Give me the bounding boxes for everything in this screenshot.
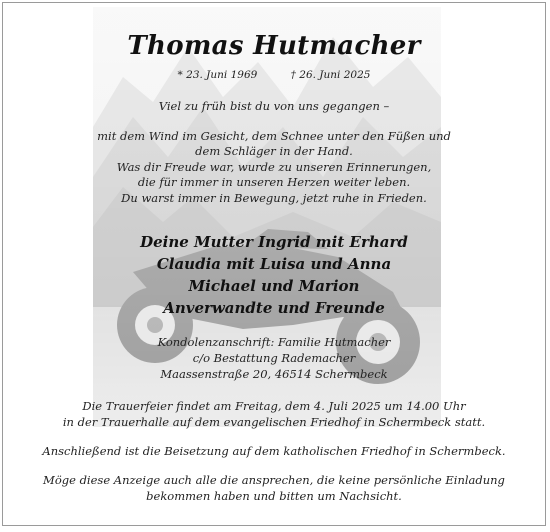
poem-line: Was dir Freude war, wurde zu unseren Erinnerungen, bbox=[116, 159, 432, 174]
poem-lead: Viel zu früh bist du von uns gegangen – bbox=[158, 99, 390, 113]
closing-line: bekommen haben und bitten um Nachsicht. bbox=[146, 489, 402, 503]
funeral-information bbox=[3, 398, 545, 517]
poem-line: die für immer in unseren Herzen weiter leben. bbox=[137, 175, 411, 189]
condolence-address bbox=[3, 334, 545, 382]
funeral-line: in der Trauerhalle auf dem evangelischen Friedhof in Schermbeck statt. bbox=[62, 415, 486, 429]
poem-line: mit dem Wind im Gesicht, dem Schnee unter den Füßen und bbox=[97, 128, 451, 143]
funeral-line: Die Trauerfeier findet am Freitag, dem 4. Juli 2025 um 14.00 Uhr bbox=[82, 399, 466, 413]
mourner-line: Deine Mutter Ingrid mit Erhard bbox=[140, 233, 408, 251]
deceased-name: Thomas Hutmacher bbox=[127, 31, 421, 61]
address-line: Kondolenzanschrift: Familie Hutmacher bbox=[157, 335, 391, 349]
poem-line: Du warst immer in Bewegung, jetzt ruhe in Frieden. bbox=[121, 190, 427, 205]
notice-content bbox=[3, 3, 545, 525]
mourner-line: Claudia mit Luisa und Anna bbox=[156, 255, 392, 273]
closing-line: Möge diese Anzeige auch alle die ansprechen, die keine persönliche Einladung bbox=[43, 473, 505, 487]
birth-date: * 23. Juni 1969 bbox=[177, 69, 258, 81]
memorial-poem bbox=[3, 99, 545, 206]
life-dates bbox=[3, 69, 545, 81]
burial-details: Anschließend ist die Beisetzung auf dem katholischen Friedhof in Schermbeck. bbox=[42, 444, 506, 458]
obituary-notice bbox=[2, 2, 546, 526]
death-date: † 26. Juni 2025 bbox=[290, 69, 371, 81]
mourners-list bbox=[3, 231, 545, 319]
poem-line: dem Schläger in der Hand. bbox=[195, 144, 353, 158]
closing-note bbox=[3, 472, 545, 504]
mourner-line: Anverwandte und Freunde bbox=[163, 299, 385, 317]
address-line: c/o Bestattung Rademacher bbox=[192, 351, 356, 365]
funeral-details bbox=[3, 398, 545, 430]
mourner-line: Michael und Marion bbox=[188, 277, 360, 295]
address-line: Maassenstraße 20, 46514 Schermbeck bbox=[160, 367, 388, 381]
